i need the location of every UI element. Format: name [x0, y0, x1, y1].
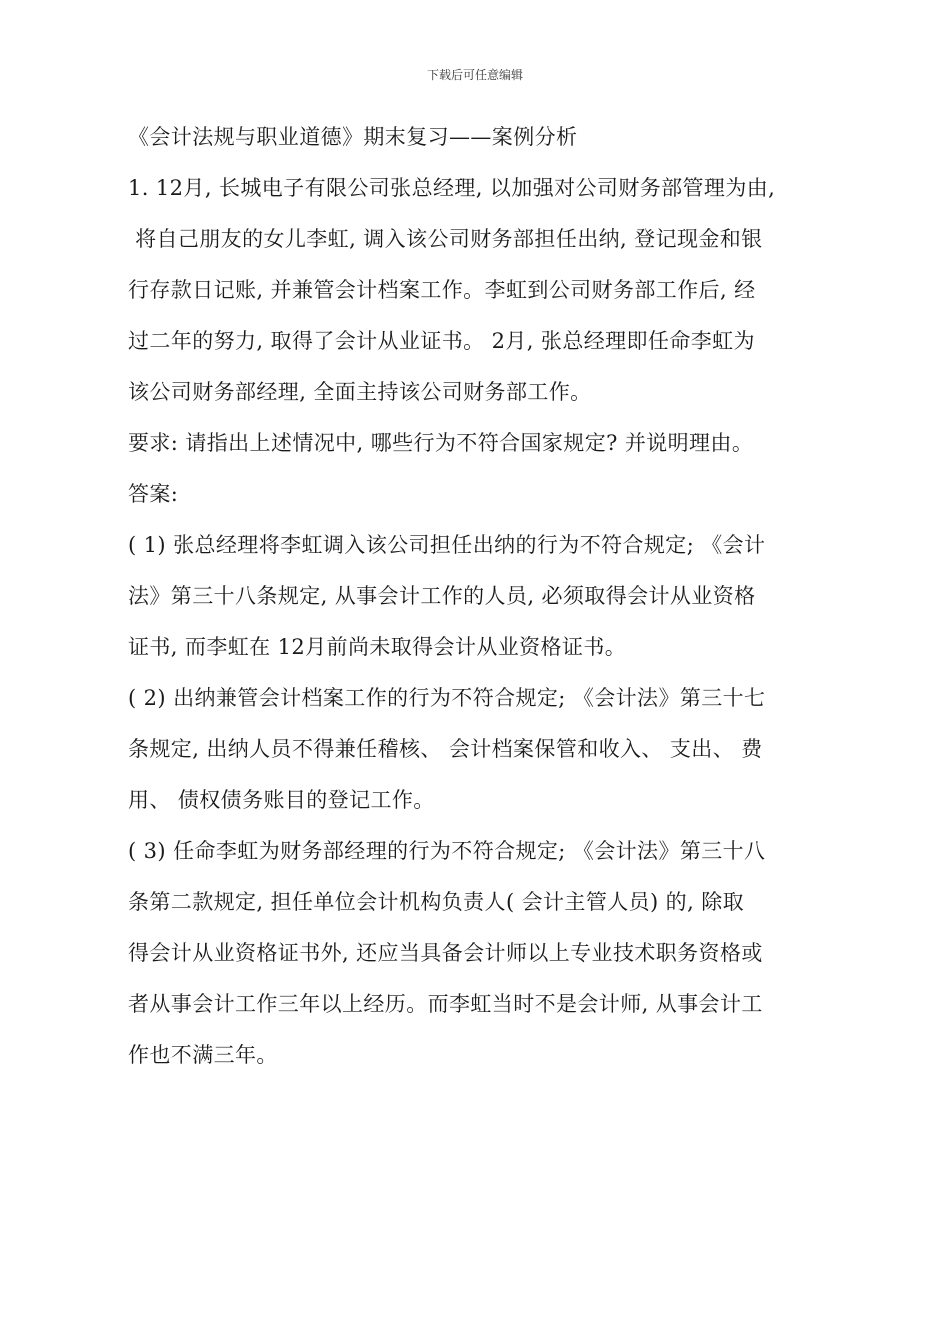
answer-text-line: 条规定, 出纳人员不得兼任稽核、 会计档案保管和收入、 支出、 费	[128, 737, 763, 761]
answer-text-line: 用、 债权债务账目的登记工作。	[128, 788, 435, 812]
answer-text-line: 证书, 而李虹在 12月前尚未取得会计从业资格证书。	[128, 635, 627, 659]
answer-heading: 答案:	[128, 482, 179, 506]
page-header-note: 下载后可任意编辑	[426, 68, 523, 82]
case-text-line: 1. 12月, 长城电子有限公司张总经理, 以加强对公司财务部管理为由,	[128, 176, 776, 200]
answer-text-line: 者从事会计工作三年以上经历。而李虹当时不是会计师, 从事会计工	[128, 992, 763, 1016]
case-text-line: 过二年的努力, 取得了会计从业证书。 2月, 张总经理即任命李虹为	[128, 329, 755, 353]
answer-text-line: 法》第三十八条规定, 从事会计工作的人员, 必须取得会计从业资格	[128, 584, 756, 608]
case-text-line: 行存款日记账, 并兼管会计档案工作。李虹到公司财务部工作后, 经	[128, 278, 756, 302]
document-title: 《会计法规与职业道德》期末复习——案例分析	[128, 125, 578, 149]
answer-text-line: ( 3) 任命李虹为财务部经理的行为不符合规定; 《会计法》第三十八	[128, 839, 766, 863]
answer-text-line: 得会计从业资格证书外, 还应当具备会计师以上专业技术职务资格或	[128, 941, 763, 965]
requirement-line: 要求: 请指出上述情况中, 哪些行为不符合国家规定? 并说明理由。	[128, 431, 754, 455]
answer-text-line: 条第二款规定, 担任单位会计机构负责人( 会计主管人员) 的, 除取	[128, 890, 745, 914]
case-text-line: 将自己朋友的女儿李虹, 调入该公司财务部担任出纳, 登记现金和银	[128, 227, 763, 251]
answer-text-line: ( 1) 张总经理将李虹调入该公司担任出纳的行为不符合规定; 《会计	[128, 533, 766, 557]
answer-text-line: ( 2) 出纳兼管会计档案工作的行为不符合规定; 《会计法》第三十七	[128, 686, 766, 710]
answer-text-line: 作也不满三年。	[128, 1043, 278, 1067]
case-text-line: 该公司财务部经理, 全面主持该公司财务部工作。	[128, 380, 592, 404]
